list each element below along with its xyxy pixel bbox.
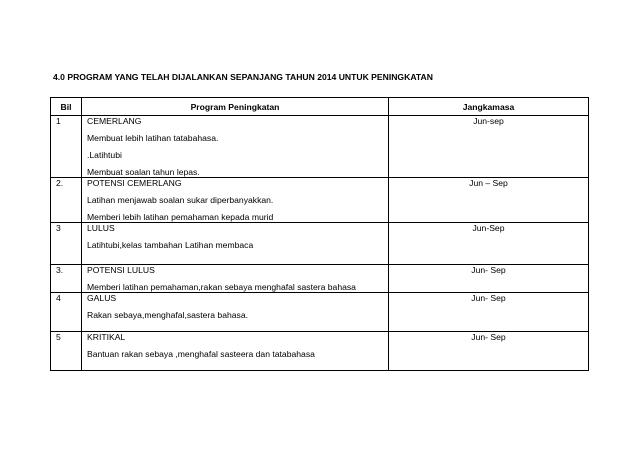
program-line: Rakan sebaya,menghafal,sastera bahasa. <box>87 310 248 320</box>
section-heading: 4.0 PROGRAM YANG TELAH DIJALANKAN SEPANJANG TAHUN 2014 UNTUK PENINGKATAN <box>53 72 433 82</box>
program-table <box>50 97 589 371</box>
program-title: POTENSI LULUS <box>87 265 155 275</box>
row-jangkamasa: Jun- Sep <box>389 265 589 293</box>
header-program: Program Peningkatan <box>82 98 389 116</box>
program-line: Membuat lebih latihan tatabahasa. <box>87 133 219 143</box>
program-line: Memberi lebih latihan pemahaman kepada murid <box>87 212 274 222</box>
row-jangkamasa: Jun-Sep <box>389 223 589 265</box>
table-header-row <box>51 98 589 116</box>
row-jangkamasa: Jun – Sep <box>389 178 589 223</box>
row-bil: 1 <box>51 116 82 178</box>
program-line: .Latihtubi <box>87 150 122 160</box>
program-line: Memberi latihan pemahaman,rakan sebaya menghafal sastera bahasa <box>87 282 356 292</box>
row-program <box>82 116 389 178</box>
program-line: Membuat soalan tahun lepas. <box>87 167 200 177</box>
row-bil: 2. <box>51 178 82 223</box>
row-program <box>82 293 389 332</box>
row-program <box>82 332 389 371</box>
row-program <box>82 265 389 293</box>
program-title: GALUS <box>87 293 117 303</box>
row-bil: 4 <box>51 293 82 332</box>
program-line: Bantuan rakan sebaya ,menghafal sasteera dan tatabahasa <box>87 349 315 359</box>
program-title: KRITIKAL <box>87 332 126 342</box>
program-line: Latihan menjawab soalan sukar diperbanyakkan. <box>87 195 274 205</box>
table-row <box>51 332 589 371</box>
program-line: Latihtubi,kelas tambahan Latihan membaca <box>87 240 254 250</box>
table-row <box>51 178 589 223</box>
row-jangkamasa: Jun- Sep <box>389 293 589 332</box>
row-jangkamasa: Jun- Sep <box>389 332 589 371</box>
row-bil: 3 <box>51 223 82 265</box>
row-program <box>82 178 389 223</box>
row-bil: 3. <box>51 265 82 293</box>
program-title: LULUS <box>87 223 115 233</box>
row-program <box>82 223 389 265</box>
header-jangkamasa: Jangkamasa <box>389 98 589 116</box>
table-row <box>51 293 589 332</box>
row-jangkamasa: Jun-sep <box>389 116 589 178</box>
table-row <box>51 223 589 265</box>
header-bil: Bil <box>51 98 82 116</box>
table-row <box>51 265 589 293</box>
program-title: CEMERLANG <box>87 116 142 126</box>
program-title: POTENSI CEMERLANG <box>87 178 182 188</box>
row-bil: 5 <box>51 332 82 371</box>
table-row <box>51 116 589 178</box>
